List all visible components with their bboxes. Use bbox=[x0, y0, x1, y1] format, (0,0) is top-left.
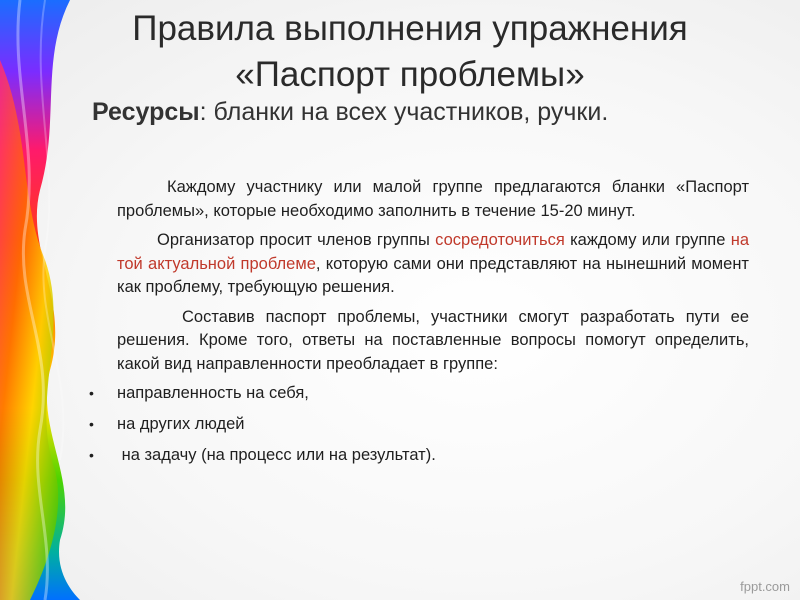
footer-watermark: fppt.com bbox=[740, 579, 790, 594]
bullet-icon: • bbox=[89, 447, 94, 463]
resources-label: Ресурсы bbox=[92, 98, 200, 126]
title-line-1: Правила выполнения упражнения bbox=[132, 9, 688, 48]
resources-text: : бланки на всех участников, ручки. bbox=[199, 98, 609, 126]
title-line-2: «Паспорт проблемы» bbox=[235, 55, 585, 94]
list-item-text: на задачу (на процесс или на результат). bbox=[117, 446, 436, 464]
paragraph-2 bbox=[117, 229, 749, 300]
list-item bbox=[89, 413, 749, 436]
paragraph-2-part-c: , которую сами они представляют на нынешний момент как проблему, требующую решения. bbox=[117, 254, 749, 296]
paragraph-2-part-a: Организатор просит членов группы bbox=[157, 231, 436, 249]
list-item bbox=[89, 382, 749, 405]
bullet-icon: • bbox=[89, 385, 94, 401]
list-item-text: на других людей bbox=[117, 415, 245, 433]
list-item-text: направленность на себя, bbox=[117, 384, 309, 402]
list-item bbox=[89, 444, 749, 467]
paragraph-1: Каждому участнику или малой группе предлагаются бланки «Паспорт проблемы», которые необходимо заполнить в течение 15-20 минут. bbox=[117, 178, 749, 220]
paragraph-2-part-b: каждому или группе bbox=[564, 231, 731, 249]
highlight-actual-problem: на той актуальной проблеме bbox=[117, 231, 749, 273]
resources-line bbox=[92, 96, 772, 128]
highlight-focus: сосредоточиться bbox=[435, 231, 565, 249]
slide-title bbox=[60, 6, 760, 98]
bullet-list bbox=[89, 382, 749, 467]
bullet-icon: • bbox=[89, 416, 94, 432]
body-text bbox=[89, 176, 749, 475]
paragraph-3: Составив паспорт проблемы, участники смогут разработать пути ее решения. Кроме того, ответы на поставленные вопросы помогут определить, какой вид направленности преобладает в группе: bbox=[117, 307, 749, 373]
